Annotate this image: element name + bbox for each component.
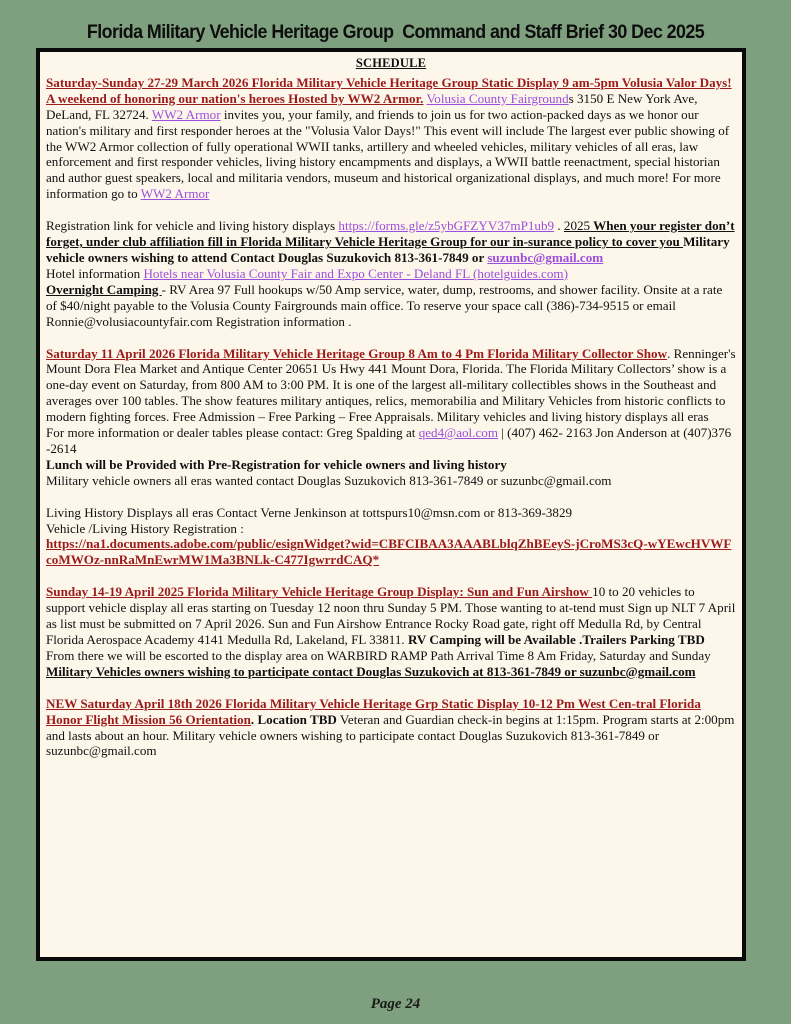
adobe-registration-link[interactable]: https://na1.documents.adobe.com/public/esignWidget?wid=CBFCIBAA3AAABLblqZhBEeyS-jCroMS3cQ-wYEwcHVWFcoMWOz-nnRaMnEwrMW1Ma3BNLk-C477IgwrrdCAQ*	[46, 536, 732, 568]
event-military-collector-show	[46, 346, 736, 569]
living-history-contact: Living History Displays all eras Contact Verne Jenkinson at tottspurs10@msn.com or 813-369-3829	[46, 504, 573, 520]
registration-text: Registration link for vehicle and living history displays	[46, 218, 339, 234]
event-volusia-valor-days	[46, 75, 736, 330]
event-title: Saturday 11 April 2026 Florida Military Vehicle Heritage Group 8 Am to 4 Pm Florida Military Collector Show	[46, 345, 668, 361]
contact-email-link[interactable]: suzunbc@gmail.com	[487, 249, 604, 265]
ww2-armor-link[interactable]: WW2 Armor	[151, 106, 221, 122]
rv-camping-note: RV Camping will be Available .Trailers Parking TBD	[407, 632, 705, 647]
dealer-email-link[interactable]: qed4@aol.com	[418, 425, 499, 441]
owners-contact: Military vehicle owners wishing to attend Contact Douglas Suzukovich 813-361-7849 or	[46, 234, 730, 265]
separator: .	[554, 218, 564, 234]
event-honor-flight-orientation	[46, 696, 736, 760]
vehicle-registration-label: Vehicle /Living History Registration :	[46, 520, 244, 536]
event-text: 10 to 20 vehicles to support vehicle display all eras starting on Tuesday 12 noon thru Sunday 5 PM. Those wanting to at-tend must Sign up NLT 7 April as list must be submitted on 7 April 2026. Sun and Fun Airshow Entrance Rocky Road gate, right off Medulla Rd, by Central Florida Aerospace Academy 4141 Medulla Rd, Lakeland, FL 33811.	[46, 584, 736, 647]
registration-year: 2025	[563, 218, 591, 234]
event-text: . Renninger's Mount Dora Flea Market and Antique Center 20651 Us Hwy 441 Mount Dora, Florida. The Florida Military Collectors’ show is a one-day event on Saturday, from 800 AM to 3:00 PM. It is one of the largest all-military collectibles shows in the Southeast and averages over 100 tables. The show features military antiques, relics, memorabilia and Military Vehicles from historic conflicts to modern fighting forces. Free Admission – Free Parking – Free Appraisals. Military vehicles and living history displays all eras	[46, 345, 736, 425]
fairgrounds-link[interactable]: Volusia County Fairground	[426, 90, 569, 106]
event-text: From there we will be escorted to the display area on WARBIRD RAMP Path Arrival Time 8 Am Friday, Saturday and Sunday	[46, 647, 711, 663]
lunch-note: Lunch will be Provided with Pre-Registration for vehicle owners and living history	[46, 456, 507, 472]
page-number: Page 24	[370, 996, 421, 1012]
schedule-heading: SCHEDULE	[355, 56, 427, 70]
owners-contact: Military Vehicles owners wishing to participate contact Douglas Suzukovich at 813-361-7849 or suzunbc@gmail.com	[46, 663, 696, 679]
event-title: NEW Saturday April 18th 2026 Florida Military Vehicle Heritage Grp Static Display 10-12 Pm West Cen-tral Florida Honor Flight Mission 56 Orientation	[46, 695, 701, 727]
owners-contact: Military vehicle owners all eras wanted contact Douglas Suzukovich 813-361-7849 or suzunbc@gmail.com	[46, 472, 612, 488]
camping-text: - RV Area 97 Full hookups w/50 Amp service, water, dump, restrooms, and shower facility. Onsite at a rate of $40/night payable to the Volusia County Fairgrounds main office. To reserve your space call (386)-734-9515 or email Ronnie@volusiacountyfair.com Registration information .	[46, 281, 723, 329]
location-note: . Location TBD	[250, 711, 337, 727]
dealer-contact-text: For more information or dealer tables please contact: Greg Spalding at	[46, 425, 419, 441]
affiliation-note: When your register don’t forget, under club affiliation fill in Florida Military Vehicle Heritage Group for our in-surance policy to cover you	[46, 218, 735, 250]
event-sun-and-fun-airshow	[46, 584, 736, 679]
schedule-content-box	[36, 48, 746, 961]
event-text: Veteran and Guardian check-in begins at 1:15pm. Program starts at 2:00pm and lasts about an hour. Military vehicle owners wishing to participate contact Douglas Suzukovich 813-361-7849 or suzunbc@gmail.com	[46, 711, 735, 759]
registration-form-link[interactable]: https://forms.gle/z5ybGFZYV37mP1ub9	[338, 218, 555, 234]
page-header-title: Florida Military Vehicle Heritage Group Command and Staff Brief 30 Dec 2025	[86, 22, 705, 43]
dealer-contact-rest: | (407) 462- 2163 Jon Anderson at (407)376 -2614	[46, 425, 732, 456]
hotel-link[interactable]: Hotels near Volusia County Fair and Expo Center - Deland FL (hotelguides.com)	[143, 265, 568, 281]
camping-label: Overnight Camping	[46, 281, 162, 297]
ww2-armor-more-link[interactable]: WW2 Armor	[140, 186, 210, 202]
event-title: Saturday-Sunday 27-29 March 2026 Florida Military Vehicle Heritage Group Static Display 9 am-5pm Volusia Valor Days! A weekend of honoring our nation's heroes Hosted by WW2 Armor.	[46, 74, 732, 106]
event-text: s 3150 E New York Ave, DeLand, FL 32724.	[46, 90, 698, 122]
event-title: Sunday 14-19 April 2025 Florida Military Vehicle Heritage Group Display: Sun and Fun Airshow	[46, 584, 593, 600]
hotel-label: Hotel information	[46, 265, 144, 281]
event-text: invites you, your family, and friends to join us for two action-packed days as we honor our nation's military and first responder heroes at the "Volusia Valor Days!" This event will include The largest ever public showing of the WW2 Armor collection of fully operational WWII tanks, artillery and wheeled vehicles, military vehicles of all eras, law enforcement and first responder vehicles, living history encampments and displays, a WWII battle reenactment, special historian and author guest speakers, local and militaria vendors, museum and historical organizational displays, and much more! For more information go to	[46, 106, 730, 202]
